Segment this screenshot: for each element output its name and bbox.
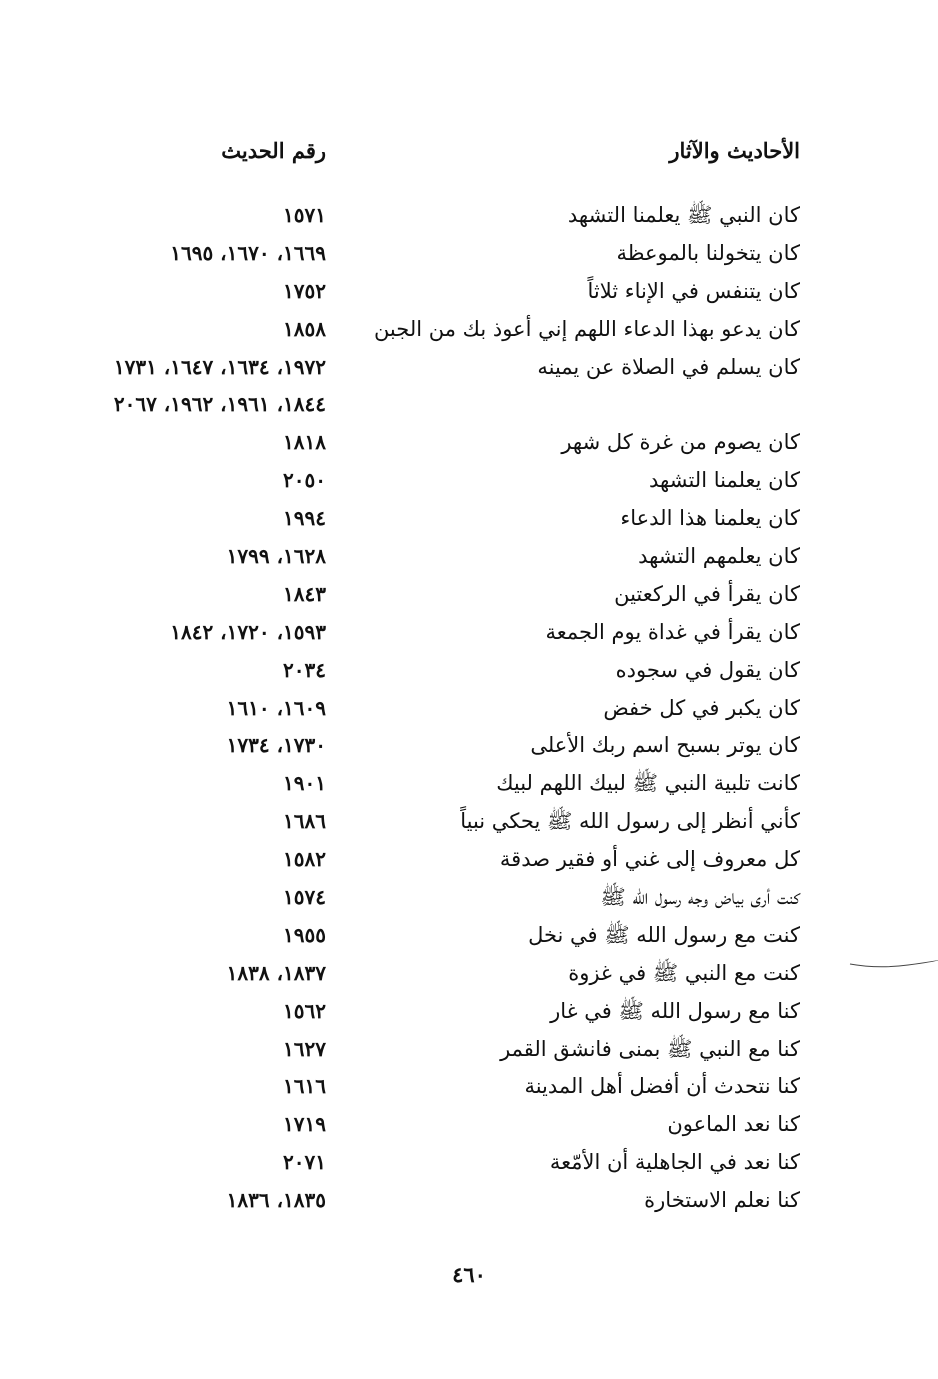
index-entry <box>0 312 938 350</box>
index-entry <box>0 236 938 274</box>
entry-text: كان يقرأ في غداة يوم الجمعة <box>545 619 800 644</box>
index-entry <box>0 425 938 463</box>
entry-numbers: ١٧١٩ <box>283 1112 326 1137</box>
entry-numbers: ١٦٠٩، ١٦١٠ <box>226 695 326 720</box>
index-entry <box>0 994 938 1032</box>
index-entry <box>0 842 938 880</box>
table-header <box>0 138 938 172</box>
index-entries <box>0 198 938 1221</box>
entry-text: كان يصوم من غرة كل شهر <box>561 430 800 455</box>
entry-text: كان يعلمنا التشهد <box>649 468 800 493</box>
entry-numbers: ١٨٤٣ <box>283 581 326 606</box>
entry-numbers: ١٧٣٠، ١٧٣٤ <box>226 733 326 758</box>
entry-numbers: ١٨٥٨ <box>283 316 326 341</box>
entry-numbers: ١٩٩٤ <box>283 506 326 531</box>
entry-text: كأني أنظر إلى رسول الله ﷺ يحكي نبياً <box>460 809 800 834</box>
entry-text: كان يعلمنا هذا الدعاء <box>620 506 800 531</box>
entry-numbers: ١٨٤٤، ١٩٦١، ١٩٦٢، ٢٠٦٧ <box>113 392 326 417</box>
index-entry <box>0 577 938 615</box>
page-number: ٤٦٠ <box>452 1262 486 1287</box>
entry-numbers: ١٥٨٢ <box>283 847 326 872</box>
index-entry <box>0 728 938 766</box>
entry-text: كنا نتحدث أن أفضل أهل المدينة <box>524 1074 800 1099</box>
index-entry <box>0 274 938 312</box>
index-entry <box>0 1145 938 1183</box>
entry-text: كان يسلم في الصلاة عن يمينه <box>537 354 800 379</box>
index-entry <box>0 615 938 653</box>
entry-numbers: ١٥٩٣، ١٧٢٠، ١٨٤٢ <box>170 619 326 644</box>
entry-numbers: ١٥٧٤ <box>283 885 326 910</box>
scan-artifact-line <box>848 958 938 972</box>
entry-text: كنت أرى بياض وجه رسول الله ﷺ <box>600 885 800 910</box>
entry-text: كنت مع النبي ﷺ في غزوة <box>568 960 800 985</box>
index-entry <box>0 956 938 994</box>
entry-text: كنا نعد الماعون <box>667 1112 800 1137</box>
entry-numbers: ١٩٥٥ <box>283 922 326 947</box>
entry-text: كان يعلمهم التشهد <box>638 544 800 569</box>
entry-text: كان يقول في سجوده <box>615 657 800 682</box>
entry-text: كان يدعو بهذا الدعاء اللهم إني أعوذ بك من الجبن <box>373 316 800 341</box>
entry-text: كان يقرأ في الركعتين <box>614 581 800 606</box>
entry-numbers: ١٨١٨ <box>283 430 326 455</box>
entry-text: كنا نعلم الاستخارة <box>644 1188 800 1213</box>
index-entry <box>0 1183 938 1221</box>
entry-numbers: ١٩٧٢، ١٦٣٤، ١٦٤٧، ١٧٣١ <box>113 354 326 379</box>
entry-numbers: ١٩٠١ <box>283 771 326 796</box>
entry-numbers: ٢٠٧١ <box>283 1150 326 1175</box>
entry-text: كان يكبر في كل خفض <box>603 695 800 720</box>
entry-text: كان النبي ﷺ يعلمنا التشهد <box>567 203 800 227</box>
index-entry <box>0 1032 938 1070</box>
entry-numbers: ١٦٢٨، ١٧٩٩ <box>226 544 326 569</box>
index-entry <box>0 350 938 388</box>
entry-numbers: ١٦٦٩، ١٦٧٠، ١٦٩٥ <box>170 240 326 265</box>
entry-text: كانت تلبية النبي ﷺ لبيك اللهم لبيك <box>496 771 800 796</box>
column-title-hadith-number: رقم الحديث <box>221 138 326 163</box>
index-entry <box>0 1069 938 1107</box>
entry-numbers: ١٧٥٢ <box>283 278 326 303</box>
entry-text: كل معروف إلى غني أو فقير صدقة <box>499 847 800 872</box>
index-entry <box>0 804 938 842</box>
index-entry <box>0 653 938 691</box>
index-entry <box>0 501 938 539</box>
index-entry <box>0 691 938 729</box>
entry-numbers: ٢٠٣٤ <box>283 657 326 682</box>
entry-numbers: ١٨٣٥، ١٨٣٦ <box>226 1188 326 1213</box>
entry-numbers: ١٦٨٦ <box>283 809 326 834</box>
entry-numbers: ١٨٣٧، ١٨٣٨ <box>226 960 326 985</box>
entry-text: كان يتنفس في الإناء ثلاثاً <box>587 278 800 303</box>
entry-text: كان يوتر بسبح اسم ربك الأعلى <box>530 733 800 758</box>
entry-text: كنا مع رسول الله ﷺ في غار <box>550 998 800 1023</box>
entry-text: كنا نعد في الجاهلية أن الأمّعة <box>549 1150 800 1175</box>
entry-numbers: ١٥٦٢ <box>283 998 326 1023</box>
entry-numbers: ١٦٢٧ <box>283 1036 326 1061</box>
index-entry <box>0 766 938 804</box>
index-entry <box>0 198 938 236</box>
index-entry <box>0 539 938 577</box>
entry-text: كان يتخولنا بالموعظة <box>616 240 800 265</box>
entry-numbers: ١٥٧١ <box>283 203 326 227</box>
entry-text: كنت مع رسول الله ﷺ في نخل <box>528 922 800 947</box>
index-entry <box>0 880 938 918</box>
column-title-hadiths: الأحاديث والآثار <box>669 138 800 163</box>
index-entry <box>0 1107 938 1145</box>
entry-numbers: ١٦١٦ <box>283 1074 326 1099</box>
index-entry-continuation <box>0 387 938 425</box>
index-entry <box>0 463 938 501</box>
entry-text: كنا مع النبي ﷺ بمنى فانشق القمر <box>500 1036 800 1061</box>
entry-numbers: ٢٠٥٠ <box>283 468 326 493</box>
index-entry <box>0 918 938 956</box>
